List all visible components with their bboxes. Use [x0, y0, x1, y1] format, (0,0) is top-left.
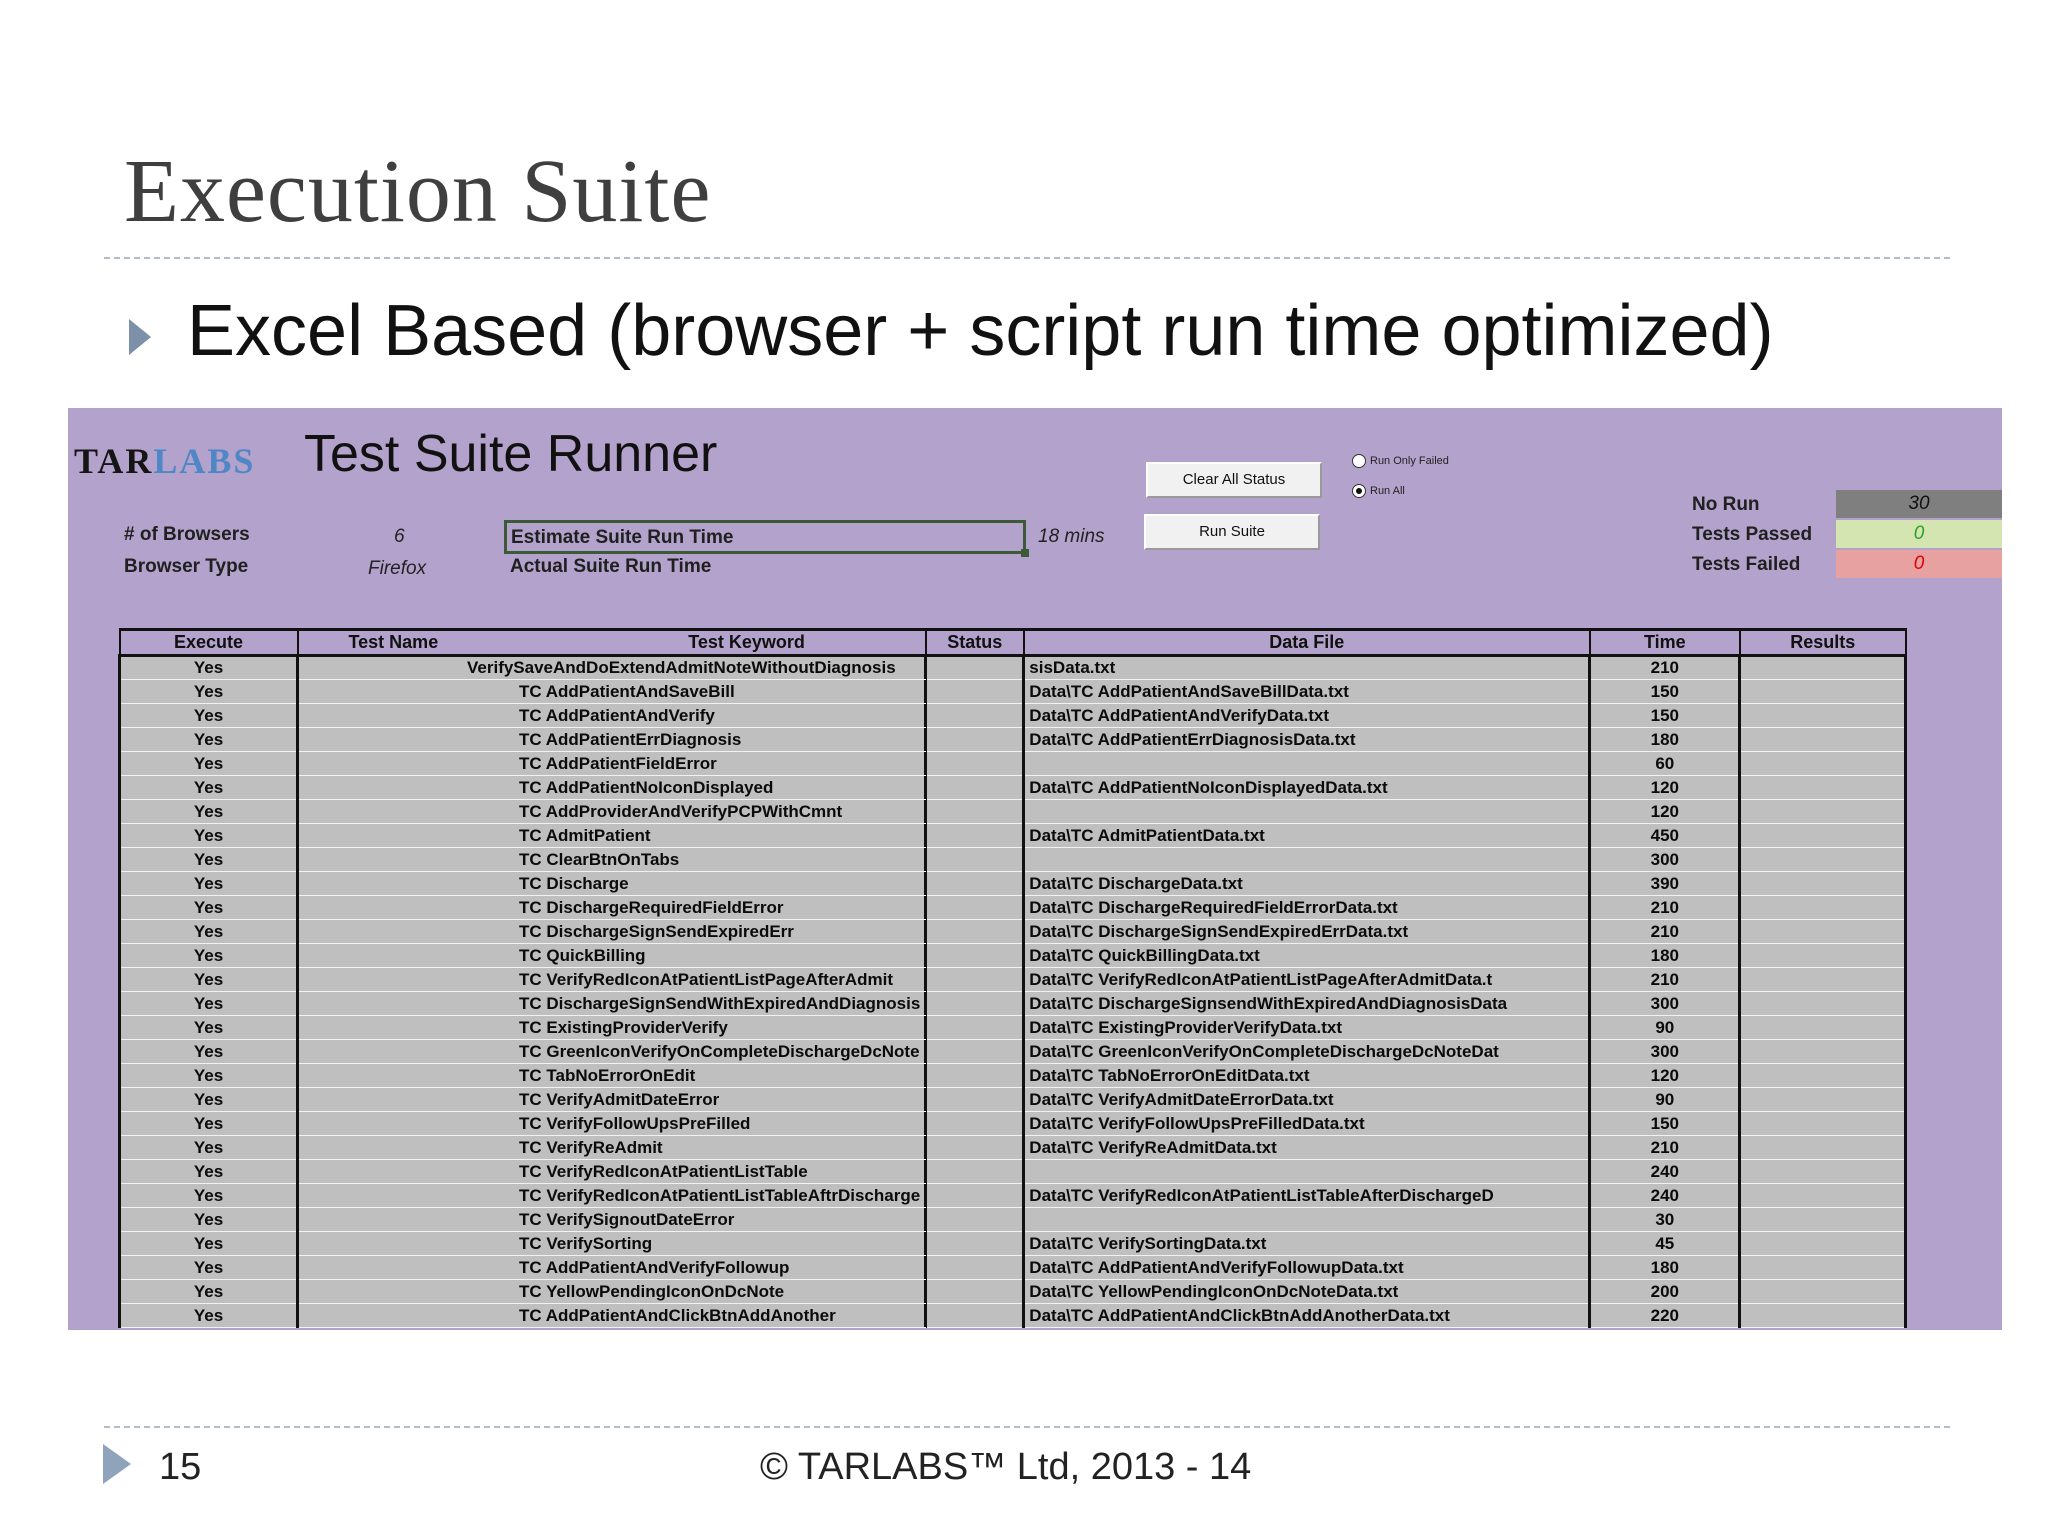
table-row	[120, 1136, 1906, 1160]
results-cell[interactable]	[1740, 680, 1906, 704]
table-row	[120, 968, 1906, 992]
time-cell[interactable]: 210	[1590, 968, 1740, 992]
data-file-cell[interactable]: Data\TC AddPatientAndVerifyFollowupData.txt	[1024, 1256, 1590, 1280]
status-cell[interactable]	[926, 1088, 1024, 1112]
results-cell[interactable]	[1740, 1088, 1906, 1112]
results-cell[interactable]	[1740, 1112, 1906, 1136]
test-keyword-cell[interactable]: TC VerifyRedIconAtPatientListTableAftrDischarge	[298, 1184, 926, 1208]
test-name-header	[298, 630, 926, 656]
status-cell[interactable]	[926, 992, 1024, 1016]
data-file-cell[interactable]: Data\TC TabNoErrorOnEditData.txt	[1024, 1064, 1590, 1088]
execute-cell[interactable]: Yes	[120, 968, 298, 992]
test-keyword-cell[interactable]: TC VerifySorting	[298, 1232, 926, 1256]
tarlabs-logo	[74, 440, 255, 482]
status-cell[interactable]	[926, 944, 1024, 968]
data-file-cell[interactable]: Data\TC AddPatientAndVerifyData.txt	[1024, 704, 1590, 728]
results-cell[interactable]	[1740, 1208, 1906, 1232]
no-run-label: No Run	[1692, 494, 1760, 515]
test-keyword-cell[interactable]: TC DischargeRequiredFieldError	[298, 896, 926, 920]
data-file-cell[interactable]: Data\TC DischargeRequiredFieldErrorData.txt	[1024, 896, 1590, 920]
data-file-cell[interactable]: Data\TC AddPatientAndSaveBillData.txt	[1024, 680, 1590, 704]
results-cell[interactable]	[1740, 824, 1906, 848]
time-cell[interactable]: 390	[1590, 872, 1740, 896]
test-keyword-cell[interactable]: TC VerifyFollowUpsPreFilled	[298, 1112, 926, 1136]
time-cell[interactable]: 180	[1590, 1256, 1740, 1280]
table-row	[120, 1160, 1906, 1184]
data-file-cell[interactable]: Data\TC VerifyRedIconAtPatientListTableAfterDischargeD	[1024, 1184, 1590, 1208]
status-cell[interactable]	[926, 776, 1024, 800]
table-row	[120, 776, 1906, 800]
test-keyword-cell[interactable]: TC VerifyRedIconAtPatientListTable	[298, 1160, 926, 1184]
execute-cell[interactable]: Yes	[120, 992, 298, 1016]
table-row	[120, 1304, 1906, 1328]
execute-cell[interactable]: Yes	[120, 680, 298, 704]
test-keyword-cell[interactable]: TC AddPatientAndSaveBill	[298, 680, 926, 704]
data-file-header: Data File	[1024, 630, 1590, 656]
data-file-cell[interactable]: Data\TC AddPatientErrDiagnosisData.txt	[1024, 728, 1590, 752]
execute-cell[interactable]: Yes	[120, 752, 298, 776]
no-run-value: 30	[1836, 490, 2002, 518]
data-file-cell[interactable]: Data\TC ExistingProviderVerifyData.txt	[1024, 1016, 1590, 1040]
test-keyword-cell[interactable]: TC VerifySignoutDateError	[298, 1208, 926, 1232]
logo-labs: LABS	[153, 441, 256, 481]
estimate-run-time-label: Estimate Suite Run Time	[511, 527, 734, 548]
execute-cell[interactable]: Yes	[120, 824, 298, 848]
status-cell[interactable]	[926, 728, 1024, 752]
status-cell[interactable]	[926, 680, 1024, 704]
status-cell[interactable]	[926, 896, 1024, 920]
time-cell[interactable]: 300	[1590, 1040, 1740, 1064]
execute-cell[interactable]: Yes	[120, 1136, 298, 1160]
test-keyword-cell[interactable]: TC AddPatientNoIconDisplayed	[298, 776, 926, 800]
table-row	[120, 848, 1906, 872]
data-file-cell[interactable]: Data\TC DischargeSignsendWithExpiredAndDiagnosisData	[1024, 992, 1590, 1016]
results-cell[interactable]	[1740, 656, 1906, 680]
execute-cell[interactable]: Yes	[120, 944, 298, 968]
time-cell[interactable]: 180	[1590, 728, 1740, 752]
table-row	[120, 1256, 1906, 1280]
status-cell[interactable]	[926, 1184, 1024, 1208]
table-row	[120, 1040, 1906, 1064]
time-cell[interactable]: 120	[1590, 1064, 1740, 1088]
results-cell[interactable]	[1740, 1016, 1906, 1040]
execute-cell[interactable]: Yes	[120, 1064, 298, 1088]
radio-unchecked-icon[interactable]	[1352, 454, 1366, 468]
execute-cell[interactable]: Yes	[120, 1280, 298, 1304]
execute-cell[interactable]: Yes	[120, 1040, 298, 1064]
results-cell[interactable]	[1740, 1184, 1906, 1208]
table-row	[120, 728, 1906, 752]
execute-cell[interactable]: Yes	[120, 1232, 298, 1256]
results-cell[interactable]	[1740, 944, 1906, 968]
results-cell[interactable]	[1740, 1256, 1906, 1280]
results-cell[interactable]	[1740, 896, 1906, 920]
data-file-cell[interactable]	[1024, 752, 1590, 776]
status-cell[interactable]	[926, 1016, 1024, 1040]
table-row	[120, 1280, 1906, 1304]
execute-cell[interactable]: Yes	[120, 728, 298, 752]
tests-failed-value: 0	[1836, 550, 2002, 578]
table-row	[120, 1232, 1906, 1256]
time-cell[interactable]: 210	[1590, 896, 1740, 920]
results-cell[interactable]	[1740, 1280, 1906, 1304]
time-cell[interactable]: 150	[1590, 1112, 1740, 1136]
run-only-failed-option[interactable]	[1352, 454, 1449, 468]
browsers-value[interactable]: 6	[394, 526, 405, 547]
table-row	[120, 1208, 1906, 1232]
test-keyword-cell[interactable]: TC GreenIconVerifyOnCompleteDischargeDcNote	[298, 1040, 926, 1064]
results-cell[interactable]	[1740, 1304, 1906, 1328]
table-header-row	[120, 630, 1906, 656]
browser-type-value[interactable]: Firefox	[368, 558, 427, 579]
footer-arrow-icon	[103, 1444, 131, 1484]
execute-cell[interactable]: Yes	[120, 872, 298, 896]
time-cell[interactable]: 90	[1590, 1016, 1740, 1040]
results-cell[interactable]	[1740, 1040, 1906, 1064]
execute-cell[interactable]: Yes	[120, 704, 298, 728]
table-row	[120, 1064, 1906, 1088]
time-cell[interactable]: 180	[1590, 944, 1740, 968]
browser-type-label: Browser Type	[124, 556, 249, 577]
table-row	[120, 656, 1906, 680]
run-only-failed-label: Run Only Failed	[1370, 455, 1449, 467]
test-keyword-cell[interactable]: TC AddPatientErrDiagnosis	[298, 728, 926, 752]
time-cell[interactable]: 210	[1590, 920, 1740, 944]
test-keyword-cell[interactable]: TC YellowPendingIconOnDcNote	[298, 1280, 926, 1304]
test-keyword-cell[interactable]: TC VerifyAdmitDateError	[298, 1088, 926, 1112]
results-cell[interactable]	[1740, 872, 1906, 896]
table-row	[120, 1088, 1906, 1112]
data-file-cell[interactable]: Data\TC VerifyFollowUpsPreFilledData.txt	[1024, 1112, 1590, 1136]
time-cell[interactable]: 120	[1590, 776, 1740, 800]
bullet-arrow-icon	[129, 319, 151, 355]
actual-run-time-label: Actual Suite Run Time	[510, 556, 712, 577]
table-row	[120, 872, 1906, 896]
time-cell[interactable]: 120	[1590, 800, 1740, 824]
results-cell[interactable]	[1740, 728, 1906, 752]
tests-failed-label: Tests Failed	[1692, 554, 1801, 575]
data-file-cell[interactable]	[1024, 848, 1590, 872]
results-cell[interactable]	[1740, 776, 1906, 800]
execute-cell[interactable]: Yes	[120, 896, 298, 920]
table-row	[120, 752, 1906, 776]
execute-header: Execute	[120, 630, 298, 656]
runner-title: Test Suite Runner	[304, 425, 718, 483]
status-cell[interactable]	[926, 920, 1024, 944]
time-cell[interactable]: 45	[1590, 1232, 1740, 1256]
test-keyword-cell[interactable]: TC AddPatientAndVerifyFollowup	[298, 1256, 926, 1280]
clear-all-status-button[interactable]: Clear All Status	[1146, 462, 1322, 498]
tests-passed-label: Tests Passed	[1692, 524, 1813, 545]
footer-divider	[104, 1426, 1950, 1428]
results-cell[interactable]	[1740, 752, 1906, 776]
time-cell[interactable]: 150	[1590, 680, 1740, 704]
execute-cell[interactable]: Yes	[120, 800, 298, 824]
status-cell[interactable]	[926, 1040, 1024, 1064]
execute-cell[interactable]: Yes	[120, 776, 298, 800]
status-cell[interactable]	[926, 704, 1024, 728]
data-file-cell[interactable]: Data\TC AdmitPatientData.txt	[1024, 824, 1590, 848]
run-all-option[interactable]	[1352, 484, 1405, 498]
status-cell[interactable]	[926, 752, 1024, 776]
test-keyword-cell[interactable]: TC DischargeSignSendExpiredErr	[298, 920, 926, 944]
results-cell[interactable]	[1740, 704, 1906, 728]
time-cell[interactable]: 220	[1590, 1304, 1740, 1328]
test-keyword-cell[interactable]: TC ClearBtnOnTabs	[298, 848, 926, 872]
status-cell[interactable]	[926, 848, 1024, 872]
test-keyword-cell[interactable]: TC AdmitPatient	[298, 824, 926, 848]
table-row	[120, 824, 1906, 848]
test-keyword-cell[interactable]: TC VerifyReAdmit	[298, 1136, 926, 1160]
data-file-cell[interactable]: Data\TC AddPatientAndClickBtnAddAnotherData.txt	[1024, 1304, 1590, 1328]
table-row	[120, 1016, 1906, 1040]
time-cell[interactable]: 300	[1590, 992, 1740, 1016]
test-keyword-cell[interactable]: TC VerifyRedIconAtPatientListPageAfterAdmit	[298, 968, 926, 992]
browsers-label: # of Browsers	[124, 524, 250, 545]
test-keyword-cell[interactable]: TC TabNoErrorOnEdit	[298, 1064, 926, 1088]
copyright: © TARLABS™ Ltd, 2013 - 14	[760, 1446, 1252, 1488]
results-cell[interactable]	[1740, 1064, 1906, 1088]
execute-cell[interactable]: Yes	[120, 1304, 298, 1328]
time-cell[interactable]: 200	[1590, 1280, 1740, 1304]
execute-cell[interactable]: Yes	[120, 1016, 298, 1040]
page-number: 15	[159, 1446, 202, 1488]
test-keyword-cell[interactable]: TC AddPatientAndClickBtnAddAnother	[298, 1304, 926, 1328]
status-header: Status	[926, 630, 1024, 656]
execute-cell[interactable]: Yes	[120, 1160, 298, 1184]
status-cell[interactable]	[926, 1256, 1024, 1280]
status-cell[interactable]	[926, 800, 1024, 824]
table-row	[120, 992, 1906, 1016]
time-cell[interactable]: 240	[1590, 1160, 1740, 1184]
results-cell[interactable]	[1740, 968, 1906, 992]
execute-cell[interactable]: Yes	[120, 656, 298, 680]
test-cases-table	[118, 628, 1907, 1328]
status-cell[interactable]	[926, 872, 1024, 896]
time-cell[interactable]: 30	[1590, 1208, 1740, 1232]
table-row	[120, 1112, 1906, 1136]
excel-test-suite-runner	[68, 408, 2002, 1330]
time-cell[interactable]: 150	[1590, 704, 1740, 728]
status-cell[interactable]	[926, 1064, 1024, 1088]
table-row	[120, 944, 1906, 968]
test-keyword-header: Test Keyword	[688, 632, 805, 652]
test-keyword-cell[interactable]: TC AddPatientAndVerify	[298, 704, 926, 728]
table-row	[120, 896, 1906, 920]
status-cell[interactable]	[926, 1160, 1024, 1184]
bullet-text: Excel Based (browser + script run time optimized)	[187, 291, 1774, 371]
time-cell[interactable]: 300	[1590, 848, 1740, 872]
results-cell[interactable]	[1740, 1232, 1906, 1256]
status-cell[interactable]	[926, 1232, 1024, 1256]
results-cell[interactable]	[1740, 920, 1906, 944]
logo-tar: TAR	[74, 441, 154, 481]
slide-title: Execution Suite	[124, 142, 712, 241]
execute-cell[interactable]: Yes	[120, 1256, 298, 1280]
status-cell[interactable]	[926, 1112, 1024, 1136]
data-file-cell[interactable]	[1024, 800, 1590, 824]
time-cell[interactable]: 60	[1590, 752, 1740, 776]
data-file-cell[interactable]: sisData.txt	[1024, 656, 1590, 680]
test-keyword-cell[interactable]: TC ExistingProviderVerify	[298, 1016, 926, 1040]
radio-checked-icon[interactable]	[1352, 484, 1366, 498]
test-keyword-cell[interactable]: TC QuickBilling	[298, 944, 926, 968]
results-header: Results	[1740, 630, 1906, 656]
time-cell[interactable]: 240	[1590, 1184, 1740, 1208]
time-cell[interactable]: 450	[1590, 824, 1740, 848]
execute-cell[interactable]: Yes	[120, 920, 298, 944]
execute-cell[interactable]: Yes	[120, 1088, 298, 1112]
results-cell[interactable]	[1740, 1160, 1906, 1184]
data-file-cell[interactable]: Data\TC AddPatientNoIconDisplayedData.txt	[1024, 776, 1590, 800]
time-header: Time	[1590, 630, 1740, 656]
execute-cell[interactable]: Yes	[120, 1184, 298, 1208]
estimate-run-time-cell[interactable]	[504, 520, 1026, 554]
status-cell[interactable]	[926, 824, 1024, 848]
test-keyword-cell[interactable]: TC AddProviderAndVerifyPCPWithCmnt	[298, 800, 926, 824]
results-cell[interactable]	[1740, 800, 1906, 824]
tests-passed-value: 0	[1836, 520, 2002, 548]
data-file-cell[interactable]: Data\TC DischargeData.txt	[1024, 872, 1590, 896]
time-cell[interactable]: 210	[1590, 656, 1740, 680]
test-keyword-cell[interactable]: TC AddPatientFieldError	[298, 752, 926, 776]
status-cell[interactable]	[926, 1304, 1024, 1328]
time-cell[interactable]: 90	[1590, 1088, 1740, 1112]
results-cell[interactable]	[1740, 1136, 1906, 1160]
data-file-cell[interactable]: Data\TC YellowPendingIconOnDcNoteData.txt	[1024, 1280, 1590, 1304]
run-all-label: Run All	[1370, 485, 1405, 497]
test-name-header-label: Test Name	[348, 632, 439, 652]
data-file-cell[interactable]: Data\TC VerifyAdmitDateErrorData.txt	[1024, 1088, 1590, 1112]
execute-cell[interactable]: Yes	[120, 848, 298, 872]
execute-cell[interactable]: Yes	[120, 1208, 298, 1232]
data-file-cell[interactable]: Data\TC VerifyRedIconAtPatientListPageAfterAdmitData.t	[1024, 968, 1590, 992]
data-file-cell[interactable]	[1024, 1160, 1590, 1184]
data-file-cell[interactable]: Data\TC QuickBillingData.txt	[1024, 944, 1590, 968]
data-file-cell[interactable]: Data\TC VerifyReAdmitData.txt	[1024, 1136, 1590, 1160]
status-cell[interactable]	[926, 1136, 1024, 1160]
test-keyword-cell[interactable]: TC DischargeSignSendWithExpiredAndDiagnosis	[298, 992, 926, 1016]
time-cell[interactable]: 210	[1590, 1136, 1740, 1160]
execute-cell[interactable]: Yes	[120, 1112, 298, 1136]
data-file-cell[interactable]	[1024, 1208, 1590, 1232]
results-cell[interactable]	[1740, 848, 1906, 872]
table-row	[120, 704, 1906, 728]
data-file-cell[interactable]: Data\TC DischargeSignSendExpiredErrData.txt	[1024, 920, 1590, 944]
data-file-cell[interactable]: Data\TC VerifySortingData.txt	[1024, 1232, 1590, 1256]
status-cell[interactable]	[926, 968, 1024, 992]
status-cell[interactable]	[926, 1280, 1024, 1304]
status-cell[interactable]	[926, 656, 1024, 680]
table-row	[120, 800, 1906, 824]
run-suite-button[interactable]: Run Suite	[1144, 514, 1320, 550]
test-keyword-cell[interactable]: TC Discharge	[298, 872, 926, 896]
estimate-run-time-value: 18 mins	[1038, 526, 1105, 547]
table-row	[120, 920, 1906, 944]
test-keyword-cell[interactable]: VerifySaveAndDoExtendAdmitNoteWithoutDiagnosis	[298, 656, 926, 680]
table-row	[120, 1184, 1906, 1208]
status-cell[interactable]	[926, 1208, 1024, 1232]
results-cell[interactable]	[1740, 992, 1906, 1016]
table-row	[120, 680, 1906, 704]
title-divider	[104, 257, 1950, 259]
data-file-cell[interactable]: Data\TC GreenIconVerifyOnCompleteDischargeDcNoteDat	[1024, 1040, 1590, 1064]
